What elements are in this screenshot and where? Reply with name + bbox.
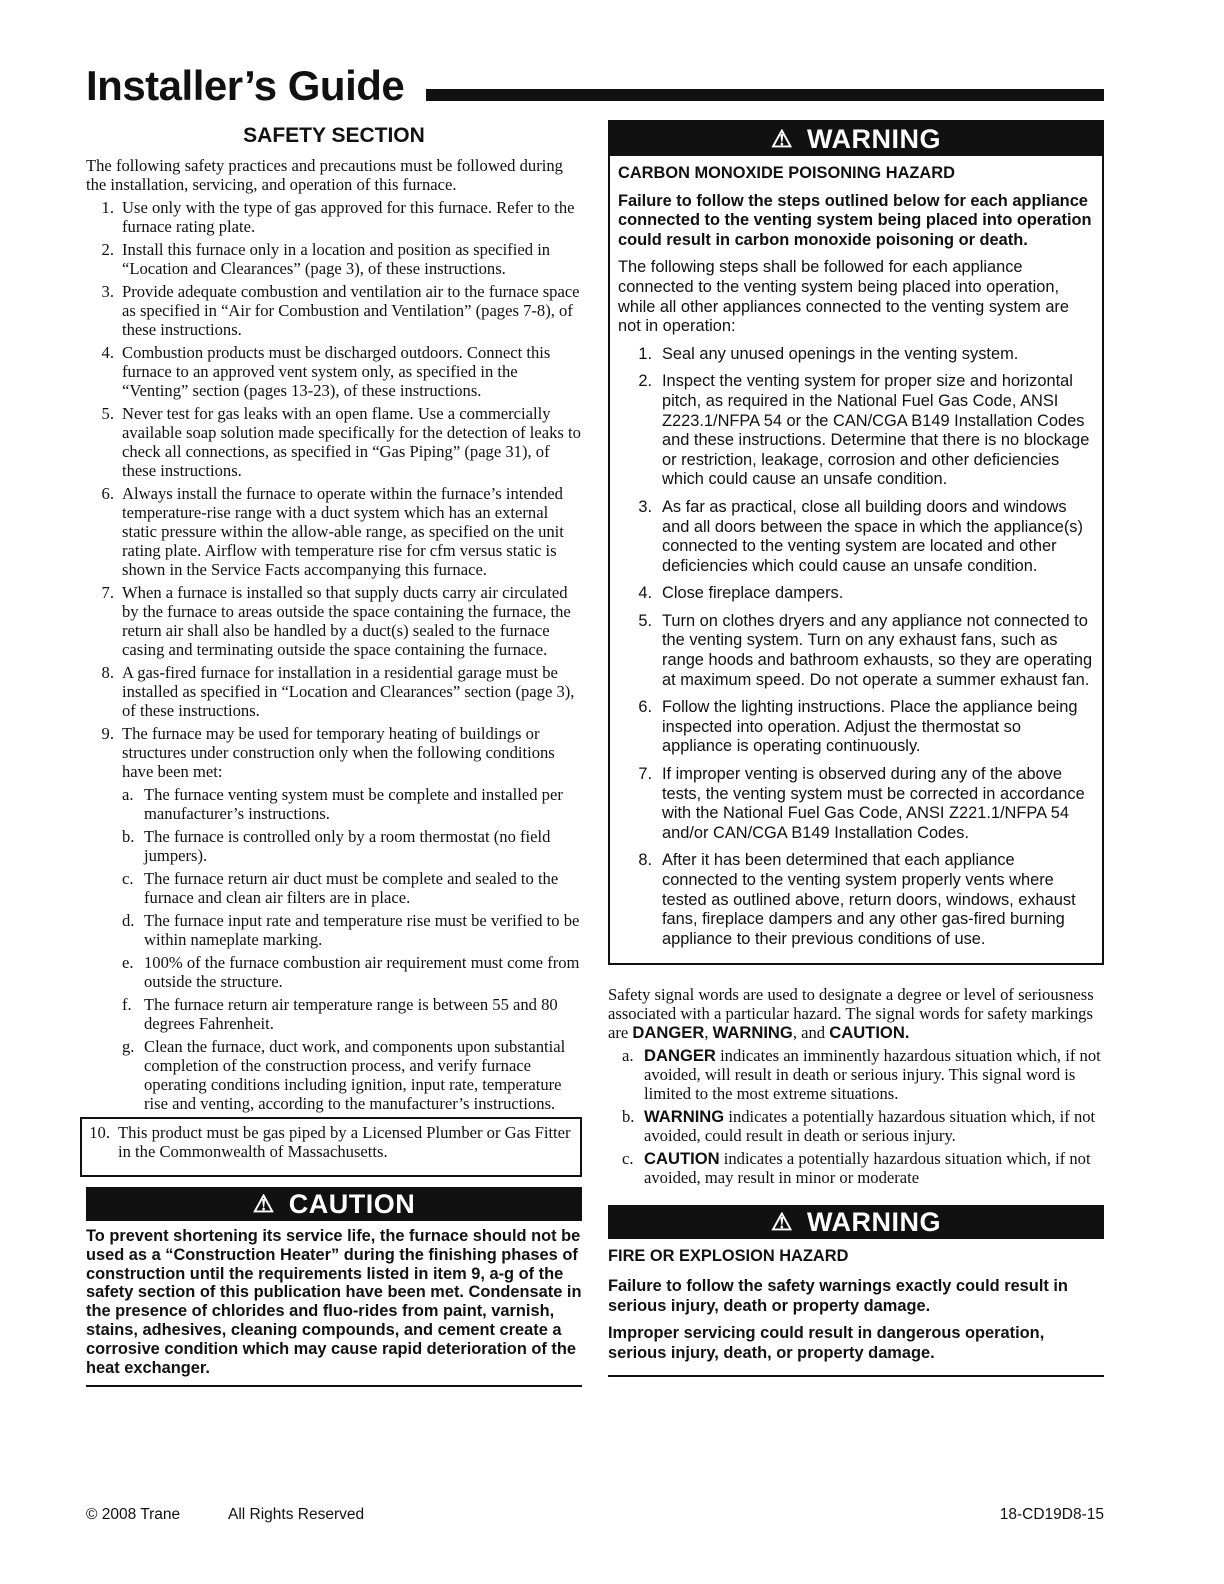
- sub-item: [122, 1037, 582, 1113]
- list-item: [618, 612, 1094, 690]
- sub-item: [122, 911, 582, 949]
- list-item: [618, 345, 1094, 365]
- list-item: [86, 583, 582, 659]
- sub-item: [608, 1149, 1104, 1187]
- list-item: [86, 663, 582, 720]
- safety-intro: The following safety practices and precautions must be followed during the installation, servicing, and operation of this furnace.: [86, 156, 563, 194]
- list-item: [618, 498, 1094, 576]
- sub-item-text: The furnace is controlled only by a room thermostat (no field jumpers).: [144, 827, 551, 865]
- sub-item-letter: f.: [122, 995, 132, 1014]
- fire-warning-section: [608, 1205, 1104, 1377]
- signal-words-list: [608, 1046, 1104, 1187]
- venting-steps-list: [618, 345, 1094, 950]
- separator: , and: [792, 1023, 830, 1043]
- warning-triangle-icon: ⚠: [770, 126, 793, 153]
- sub-item: [122, 869, 582, 907]
- sub-item-letter: b.: [122, 827, 135, 846]
- list-item: [86, 240, 582, 278]
- safety-list: [86, 198, 582, 1113]
- item-text: Install this furnace only in a location and position as specified in “Location and Clearances” (page 3), of these instructions.: [122, 240, 551, 278]
- sub-item-letter: e.: [122, 953, 134, 972]
- item-text: The furnace may be used for temporary heating of buildings or structures under construction only when the following conditions have been met:: [122, 724, 555, 781]
- sub-item: [608, 1046, 1104, 1103]
- rights-reserved: All Rights Reserved: [228, 1506, 365, 1523]
- sub-item: [608, 1107, 1104, 1145]
- item-text: Use only with the type of gas approved for this furnace. Refer to the furnace rating plate.: [122, 198, 575, 236]
- step-text: Inspect the venting system for proper size and horizontal pitch, as required in the National Fuel Gas Code, ANSI Z223.1/NFPA 54 or the CAN/CGA B149 Installation Codes and these instructions. Determine that there is no blockage or restriction, leakage, corrosion and other deficiencies which could cause an unsafe condition.: [662, 372, 1090, 489]
- step-number: 5.: [638, 611, 652, 630]
- hazard-title: CARBON MONOXIDE POISONING HAZARD: [618, 164, 955, 182]
- step-text: Close fireplace dampers.: [662, 584, 844, 603]
- hazard-title: FIRE OR EXPLOSION HAZARD: [608, 1247, 849, 1266]
- item-number: 8.: [101, 663, 114, 682]
- separator: ,: [704, 1023, 713, 1043]
- page-header: [86, 64, 1104, 108]
- step-number: 1.: [638, 344, 652, 363]
- sub-item: [122, 827, 582, 865]
- item-number: 1.: [101, 198, 114, 217]
- massachusetts-notice-box: [80, 1117, 582, 1177]
- sub-item: [122, 995, 582, 1033]
- item-number: 4.: [101, 343, 114, 362]
- item-number: 9.: [101, 724, 114, 743]
- item-number: 5.: [101, 404, 114, 423]
- step-number: 3.: [638, 497, 652, 516]
- item-number: 6.: [101, 484, 114, 503]
- item-number: 7.: [101, 583, 114, 602]
- page-title: Installer’s Guide: [86, 62, 405, 109]
- sub-item-letter: a.: [622, 1046, 634, 1066]
- step-number: 7.: [638, 765, 652, 784]
- hazard-consequence: Improper servicing could result in dangerous operation, serious injury, death, or property damage.: [608, 1324, 1045, 1362]
- signal-definition: indicates a potentially hazardous situation which, if not avoided, may result in minor or moderate: [644, 1149, 1091, 1188]
- item-text: Never test for gas leaks with an open flame. Use a commercially available soap solution made specifically for the detection of leaks to check all connections, as specified in “Gas Piping” (page 31), of these instructions.: [122, 404, 581, 480]
- right-column: [608, 120, 1104, 1377]
- item-number: 3.: [101, 282, 114, 301]
- sub-item-text: The furnace input rate and temperature rise must be verified to be within nameplate marking.: [144, 911, 580, 949]
- list-item: [86, 724, 582, 1113]
- warning-triangle-icon: ⚠: [770, 1209, 793, 1237]
- item-text: Always install the furnace to operate within the furnace’s intended temperature-rise range with a duct system which has an external static pressure within the allow-able range, as specified on the unit rating plate. Airflow with temperature rise for cfm versus static is shown in the Service Facts accompanying this furnace.: [122, 484, 564, 579]
- step-number: 4.: [638, 584, 652, 603]
- warning-label: WARNING: [807, 124, 941, 154]
- item-text: A gas-fired furnace for installation in a residential garage must be installed as specified in “Location and Clearances” section (page 3), of these instructions.: [122, 663, 575, 720]
- signal-definition: indicates an imminently hazardous situation which, if not avoided, will result in death or serious injury. This signal word is limited to the most extreme situations.: [644, 1046, 1101, 1104]
- title-rule: [426, 89, 1104, 101]
- sub-item: [122, 953, 582, 991]
- step-text: Follow the lighting instructions. Place the appliance being inspected into operation. Adjust the thermostat so appliance is operating continuously.: [662, 698, 1078, 756]
- item-number: 10.: [89, 1123, 110, 1142]
- sub-item: [122, 785, 582, 823]
- list-item: [86, 198, 582, 236]
- document-number: 18-CD19D8-15: [999, 1506, 1104, 1523]
- list-item: [618, 851, 1094, 949]
- item-number: 2.: [101, 240, 114, 259]
- signal-intro-text: Safety signal words are used to designate a degree or level of seriousness associated with a particular hazard. The signal words for safety markings are: [608, 985, 1094, 1043]
- danger-word: DANGER: [632, 1023, 705, 1043]
- step-text: Seal any unused openings in the venting system.: [662, 344, 1019, 363]
- caution-text: To prevent shortening its service life, the furnace should not be used as a “Construction Heater” during the finishing phases of construction until the requirements listed in item 9, a-g of the safety section of this publication have been met. Condensate in the presence of chlorides and fluo-rides from paint, varnish, stains, adhesives, cleaning compounds, and cement create a corrosive condition which may cause rapid deterioration of the heat exchanger.: [86, 1227, 582, 1387]
- list-item: [82, 1123, 574, 1161]
- safety-section-title: SAFETY SECTION: [243, 124, 425, 147]
- list-item: [618, 584, 1094, 604]
- list-item: [618, 765, 1094, 843]
- step-text: As far as practical, close all building doors and windows and all doors between the space in which the appliance(s) connected to the venting system are located and other deficiencies which could cause an unsafe condition.: [662, 497, 1083, 575]
- sub-item-text: The furnace return air duct must be complete and sealed to the furnace and clean air filters are in place.: [144, 869, 559, 907]
- sub-item-letter: c.: [622, 1149, 634, 1169]
- item-text: This product must be gas piped by a Licensed Plumber or Gas Fitter in the Commonwealth of Massachusetts.: [118, 1123, 571, 1161]
- sub-item-letter: c.: [122, 869, 134, 888]
- step-number: 2.: [638, 372, 652, 391]
- item-text: Provide adequate combustion and ventilation air to the furnace space as specified in “Air for Combustion and Ventilation” (pages 7-8), of these instructions.: [122, 282, 580, 339]
- signal-word: CAUTION: [644, 1149, 720, 1169]
- caution-label: CAUTION: [288, 1189, 416, 1219]
- sub-item-letter: a.: [122, 785, 134, 804]
- caution-banner: [86, 1187, 582, 1221]
- sub-item-text: Clean the furnace, duct work, and components upon substantial completion of the construction process, and verify furnace operating conditions including ignition, input rate, temperature rise and venting, according to the manufacturer’s instructions.: [144, 1037, 566, 1113]
- steps-intro: The following steps shall be followed for each appliance connected to the venting system being placed into operation, while all other appliances connected to the venting system are not in operation:: [618, 258, 1070, 336]
- list-item: [618, 698, 1094, 757]
- step-text: Turn on clothes dryers and any appliance not connected to the venting system. Turn on any exhaust fans, such as range hoods and bathroom exhausts, so they are operating at maximum speed. Do not operate a summer exhaust fan.: [662, 611, 1093, 689]
- sub-item-text: The furnace return air temperature range is between 55 and 80 degrees Fahrenheit.: [144, 995, 558, 1033]
- item-text: Combustion products must be discharged outdoors. Connect this furnace to an approved vent system only, as specified in the “Venting” section (pages 13-23), of these instructions.: [122, 343, 551, 400]
- caution-word: CAUTION.: [829, 1023, 910, 1043]
- sub-item-text: The furnace venting system must be complete and installed per manufacturer’s instructions.: [144, 785, 563, 823]
- step-number: 6.: [638, 698, 652, 717]
- left-column: [86, 120, 582, 1387]
- signal-definition: indicates a potentially hazardous situation which, if not avoided, could result in death or serious injury.: [644, 1107, 1096, 1146]
- co-warning-box: [608, 120, 1104, 965]
- step-text: If improper venting is observed during any of the above tests, the venting system must be corrected in accordance with the National Fuel Gas Code, ANSI Z221.1/NFPA 54 and/or CAN/CGA B149 Installation Codes.: [662, 765, 1085, 842]
- step-number: 8.: [638, 851, 652, 870]
- warning-label: WARNING: [807, 1207, 941, 1238]
- sub-item-text: 100% of the furnace combustion air requirement must come from outside the structure.: [144, 953, 580, 991]
- warning-triangle-icon: ⚠: [252, 1191, 275, 1218]
- sub-item-letter: d.: [122, 911, 135, 930]
- signal-words-section: [608, 985, 1104, 1187]
- warning-banner: [608, 1205, 1104, 1239]
- warning-word: WARNING: [712, 1023, 793, 1043]
- list-item: [86, 282, 582, 339]
- list-item: [86, 404, 582, 480]
- list-item: [86, 343, 582, 400]
- copyright: © 2008 Trane: [86, 1506, 181, 1523]
- signal-intro: [608, 985, 1104, 1042]
- list-item: [618, 372, 1094, 490]
- conditions-list: [122, 785, 582, 1113]
- sub-item-letter: b.: [622, 1107, 635, 1127]
- sub-item-letter: g.: [122, 1037, 135, 1056]
- list-item: [86, 484, 582, 579]
- item-text: When a furnace is installed so that supply ducts carry air circulated by the furnace to areas outside the space containing the furnace, the return air shall also be handled by a duct(s) sealed to the furnace casing and terminating outside the space containing the furnace.: [122, 583, 571, 659]
- warning-banner: [610, 122, 1102, 156]
- step-text: After it has been determined that each appliance connected to the venting system properly vents where tested as outlined above, return doors, windows, exhaust fans, fireplace dampers and any other gas-fired burning appliance to their previous conditions of use.: [662, 851, 1076, 948]
- signal-word: WARNING: [644, 1107, 725, 1127]
- signal-word: DANGER: [644, 1046, 716, 1066]
- hazard-consequence: Failure to follow the safety warnings exactly could result in serious injury, death or property damage.: [608, 1276, 1068, 1315]
- hazard-consequence: Failure to follow the steps outlined below for each appliance connected to the venting system being placed into operation could result in carbon monoxide poisoning or death.: [618, 191, 1092, 249]
